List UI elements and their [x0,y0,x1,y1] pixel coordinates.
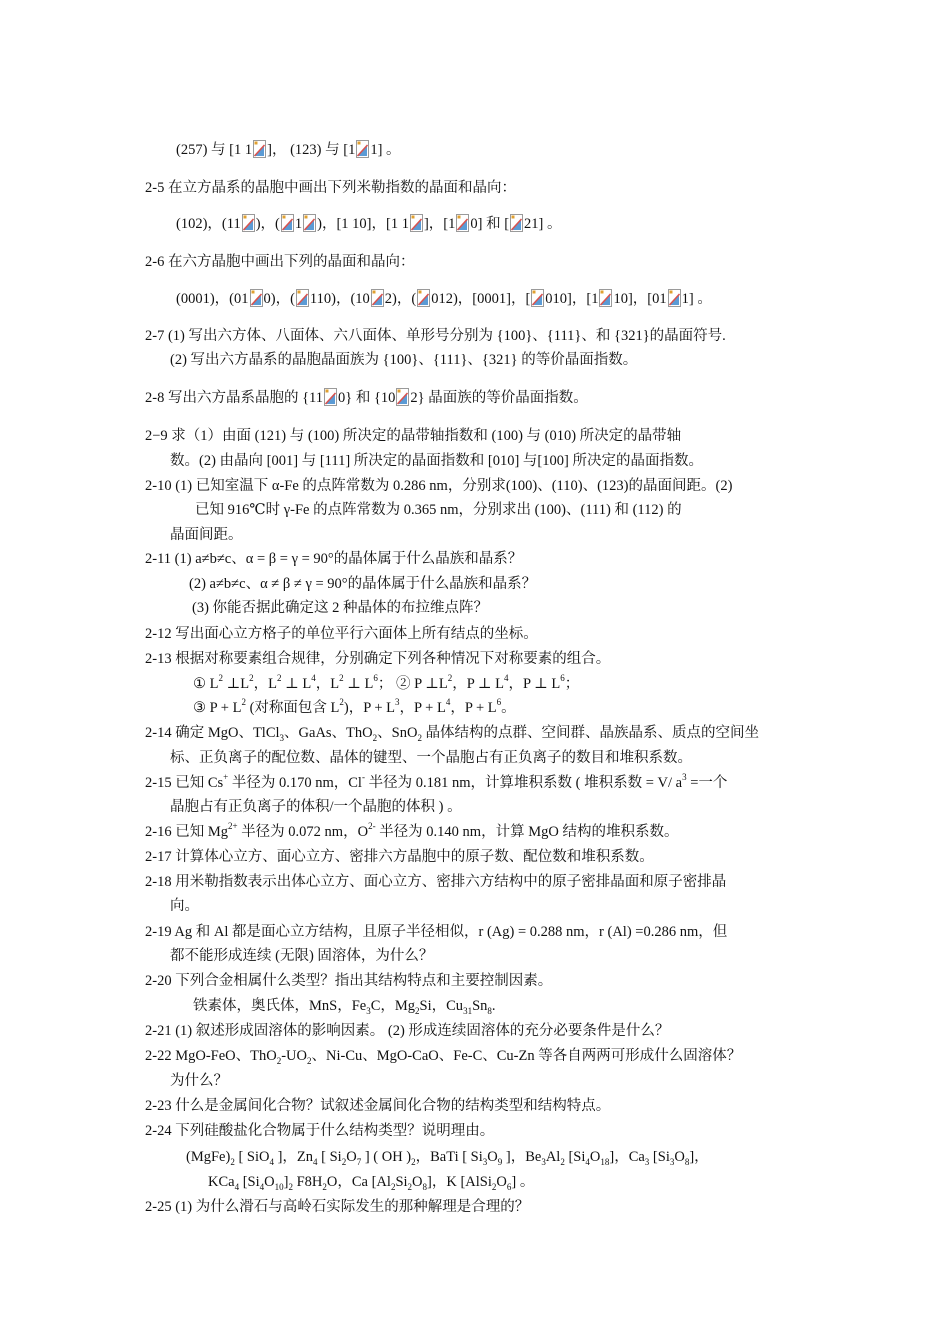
problem-2-14-line1 [145,723,759,743]
text-run: ； ② P ⊥L [377,676,448,692]
superscript: 6 [373,673,378,684]
superscript: 2 [241,697,246,708]
problem-2-18-line2: 向。 [170,898,199,914]
superscript: 4 [311,673,316,684]
problem-2-11-line1: 2-11 (1) a≠b≠c、α = β = γ = 90°的晶体属于什么晶族和晶系？ [145,551,523,567]
subscript: 2 [372,732,378,743]
subscript: 3 [541,1156,546,1167]
text-run: ，L [253,676,277,692]
text-run: ] ( OH ) [361,1149,412,1165]
text-run: ⊥ L [343,676,374,692]
text-run: ③ P + L [193,700,242,716]
broken-image-icon [510,214,523,232]
problem-2-14-line2: 标、正负离子的配位数、晶体的键型、一个晶胞占有正负离子的数目和堆积系数。 [170,750,692,766]
text-run: ]，K [AlSi [427,1174,492,1190]
subscript: 9 [497,1156,503,1167]
problem-2-23: 2-23 什么是金属间化合物？试叙述金属间化合物的结构类型和结构特点。 [145,1098,611,1114]
subscript: 8 [422,1181,428,1192]
superscript: 3 [682,772,687,783]
subscript: 2 [415,1005,420,1016]
subscript: 2 [417,732,422,743]
text-run: KCa [208,1174,235,1190]
subscript: 3 [279,732,285,743]
problem-2-9-line1: 2−9 求（1）由面 (121) 与 (100) 所决定的晶带轴指数和 (100) 与 (010) 所决定的晶带轴 [145,428,682,444]
problem-2-7-line1: 2-7 (1) 写出六方体、八面体、六八面体、单形号分别为 {100}、{111}、和 {321}的晶面符号. [145,328,726,344]
problem-2-19-line2: 都不能形成连续 (无限) 固溶体，为什么？ [170,948,434,964]
text-run: 21] 。 [524,216,562,232]
superscript: 2 [447,673,453,684]
text-run: 110)，(10 [309,291,370,307]
text-run: 2-22 MgO-FeO、ThO [145,1048,277,1064]
text-run: )，P + L [343,700,396,716]
problem-2-5: 2-5 在立方晶系的晶胞中画出下列米勒指数的晶面和晶向： [145,180,516,196]
text-run: [Si [649,1149,670,1165]
text-run: ，P + L [450,700,497,716]
subscript: 2 [411,1156,416,1167]
problem-2-10-line3: 晶面间距。 [170,527,243,543]
text-run: 10]，[01 [613,291,667,307]
text-run: [ SiO [234,1149,270,1165]
problem-2-19-line1: 2-19 Ag 和 Al 都是面心立方结构，且原子半径相似，r (Ag) = 0.288 nm，r (Al) =0.286 nm，但 [145,924,728,940]
text-run: 晶体结构的点群、空间群、晶族晶系、质点的空间坐 [421,725,760,741]
text-run: 、Ni-Cu、MgO-CaO、Fe-C、Cu-Zn 等各自两两可形成什么固溶体？ [311,1048,742,1064]
problem-2-11-line3: (3) 你能否据此确定这 2 种晶体的布拉维点阵？ [192,600,489,616]
text-run: 2-14 确定 MgO、TlCl [145,725,280,741]
text-run: [Si [564,1149,586,1165]
broken-image-icon [668,289,681,307]
text-run: ]，Zn [273,1149,314,1165]
text-run: ① L [193,676,219,692]
problem-2-15-line2: 晶胞占有正负离子的体积/一个晶胞的体积 ) 。 [170,799,462,815]
subscript: 7 [356,1156,362,1167]
text-run: ]， (123) 与 [1 [267,142,356,158]
text-run: (MgFe) [186,1149,231,1165]
text-run: . [491,998,496,1014]
text-run: O，Ca [Al [326,1174,391,1190]
text-run: 2-8 写出六方晶系晶胞的 {11 [145,390,323,406]
text-run: 2} 晶面族的等价晶面指数。 [410,390,588,406]
problem-2-24-line2 [186,1147,709,1167]
text-run: ，L [315,676,340,692]
text-run: [ Si [317,1149,342,1165]
text-run: 012)，[0001]，[ [431,291,531,307]
text-run: 铁素体，奥氏体，MnS，Fe [193,998,367,1014]
text-run: 1] 。 [681,291,712,307]
broken-image-icon [303,214,316,232]
text-run: 。 [501,700,516,716]
subscript: 2 [288,1181,293,1192]
broken-image-icon [371,289,384,307]
problem-2-20-line2 [193,996,496,1016]
subscript: 3 [669,1156,675,1167]
subscript: 4 [269,1156,274,1167]
text-run: 半径为 0.170 nm，Cl [228,775,362,791]
subscript: 2 [407,1181,413,1192]
subscript: 31 [463,1005,473,1016]
text-run: 010]，[1 [545,291,599,307]
text-run: Si，Cu [419,998,464,1014]
line-2-4-tail [176,140,401,160]
text-run: Sn [472,998,488,1014]
problem-2-24-line3 [208,1172,534,1192]
text-run: ] [283,1174,289,1190]
subscript: 8 [684,1156,690,1167]
subscript: 4 [585,1156,590,1167]
text-run: O [496,1174,507,1190]
text-run: 、SnO [377,725,418,741]
problem-2-21: 2-21 (1) 叙述形成固溶体的影响因素。 (2) 形成连续固溶体的充分必要条件是什么？ [145,1023,670,1039]
subscript: 10 [274,1181,284,1192]
subscript: 2 [341,1156,347,1167]
text-run: 0] 和 [ [470,216,510,232]
problem-2-5-items [176,214,562,234]
broken-image-icon [324,388,337,406]
superscript: 2 [339,697,344,708]
text-run: ] 。 [511,1174,535,1190]
superscript: - [361,772,365,783]
text-run: 1] 。 [370,142,401,158]
text-run: =一个 [686,775,728,791]
text-run: O [346,1149,357,1165]
superscript: 6 [560,673,565,684]
subscript: 8 [487,1005,492,1016]
text-run: O [412,1174,423,1190]
text-run: (0001)，(01 [176,291,249,307]
problem-2-8 [145,388,588,408]
text-run: ]，Be [502,1149,542,1165]
subscript: 18 [600,1156,610,1167]
problem-2-13: 2-13 根据对称要素组合规律，分别确定下列各种情况下对称要素的组合。 [145,651,611,667]
problem-2-6-items [176,289,712,309]
subscript: 3 [644,1156,650,1167]
superscript: 2- [368,821,376,832]
subscript: 2 [390,1181,396,1192]
broken-image-icon [396,388,409,406]
text-run: -UO [281,1048,307,1064]
superscript: 3 [395,697,400,708]
problem-2-24-line1: 2-24 下列硅酸盐化合物属于什么结构类型？说明理由。 [145,1123,495,1139]
text-run: 2-15 已知 Cs [145,775,224,791]
text-run: 2)，( [384,291,417,307]
text-run: Al [545,1149,561,1165]
problem-2-22-line2: 为什么？ [170,1073,228,1089]
subscript: 4 [234,1181,240,1192]
text-run: O [264,1174,275,1190]
subscript: 4 [313,1156,318,1167]
text-run: [Si [239,1174,260,1190]
superscript: + [223,772,229,783]
subscript: 2 [230,1156,235,1167]
text-run: ⊥ L [281,676,312,692]
problem-2-15-line1 [145,773,727,793]
broken-image-icon [410,214,423,232]
problem-2-10-line2: 已知 916℃时 γ-Fe 的点阵常数为 0.365 nm，分别求出 (100)、(111) 和 (112) 的 [195,502,682,518]
text-run: (102)，(11 [176,216,241,232]
broken-image-icon [531,289,544,307]
text-run: )，[1 10]，[1 1 [317,216,409,232]
problem-2-16 [145,822,678,842]
superscript: 2 [218,673,223,684]
problem-2-25: 2-25 (1) 为什么滑石与高岭石实际发生的那种解理是合理的？ [145,1199,530,1215]
subscript: 2 [560,1156,565,1167]
problem-2-18-line1: 2-18 用米勒指数表示出体心立方、面心立方、密排六方结构中的原子密排晶面和原子密排晶 [145,874,727,890]
text-run: C，Mg [370,998,416,1014]
broken-image-icon [250,289,263,307]
text-run: 0} 和 {10 [338,390,396,406]
superscript: 2 [249,673,254,684]
text-run: F8H [292,1174,323,1190]
text-run: 0)，( [263,291,295,307]
superscript: 6 [496,697,502,708]
superscript: 2 [276,673,282,684]
problem-2-20-line1: 2-20 下列合金相属什么类型？指出其结构特点和主要控制因素。 [145,973,553,989]
text-run: ，P ⊥ L [452,676,505,692]
text-run: ]，Ca [609,1149,645,1165]
subscript: 6 [506,1181,512,1192]
broken-image-icon [281,214,294,232]
superscript: 2 [339,673,344,684]
superscript: 2+ [227,821,238,832]
problem-2-7-line2: (2) 写出六方晶系的晶胞晶面族为 {100}、{111}、{321} 的等价晶面指数。 [170,352,638,368]
problem-2-22-line1 [145,1046,741,1066]
text-run: ，P + L [399,700,446,716]
superscript: 4 [445,697,451,708]
problem-2-13-items-2 [193,698,516,718]
broken-image-icon [253,140,266,158]
text-run: ⊥L [222,676,250,692]
problem-2-12: 2-12 写出面心立方格子的单位平行六面体上所有结点的坐标。 [145,626,538,642]
text-run: ]，[1 [423,216,456,232]
text-run: 、GaAs、ThO [284,725,373,741]
subscript: 2 [306,1055,312,1066]
broken-image-icon [356,140,369,158]
broken-image-icon [417,289,430,307]
text-run: ； [564,676,580,692]
text-run: 2-16 已知 Mg [145,824,228,840]
text-run: 半径为 0.140 nm，计算 MgO 结构的堆积系数。 [375,824,679,840]
problem-2-9-line2: 数。(2) 由晶向 [001] 与 [111] 所决定的晶面指数和 [010] 与[100] 所决定的晶面指数。 [170,453,703,469]
text-run: Si [395,1174,408,1190]
text-run: 半径为 0.181 nm，计算堆积系数 ( 堆积系数 = V/ a [364,775,683,791]
subscript: 2 [491,1181,497,1192]
text-run: O [589,1149,601,1165]
text-run: ，BaTi [ Si [415,1149,483,1165]
broken-image-icon [599,289,612,307]
text-run: (对称面包含 L [245,700,340,716]
problem-2-17: 2-17 计算体心立方、面心立方、密排六方晶胞中的原子数、配位数和堆积系数。 [145,849,654,865]
text-run: O [674,1149,685,1165]
problem-2-11-line2: (2) a≠b≠c、α ≠ β ≠ γ = 90°的晶体属于什么晶族和晶系？ [189,576,537,592]
broken-image-icon [296,289,309,307]
text-run: ，P ⊥ L [508,676,561,692]
subscript: 3 [482,1156,488,1167]
superscript: 4 [504,673,509,684]
text-run: O [487,1149,498,1165]
subscript: 4 [259,1181,265,1192]
problem-2-6: 2-6 在六方晶胞中画出下列的晶面和晶向： [145,254,415,270]
text-run: 半径为 0.072 nm，O [237,824,369,840]
text-run: )，( [255,216,280,232]
subscript: 3 [366,1005,371,1016]
problem-2-13-items-1 [193,674,579,694]
subscript: 2 [322,1181,327,1192]
text-run: 1 [294,216,303,232]
subscript: 2 [276,1055,282,1066]
text-run: ]， [689,1149,709,1165]
problem-2-10-line1: 2-10 (1) 已知室温下 α-Fe 的点阵常数为 0.286 nm，分别求(100)、(110)、(123)的晶面间距。(2) [145,478,733,494]
text-run: (257) 与 [1 1 [176,142,253,158]
broken-image-icon [242,214,255,232]
broken-image-icon [456,214,469,232]
